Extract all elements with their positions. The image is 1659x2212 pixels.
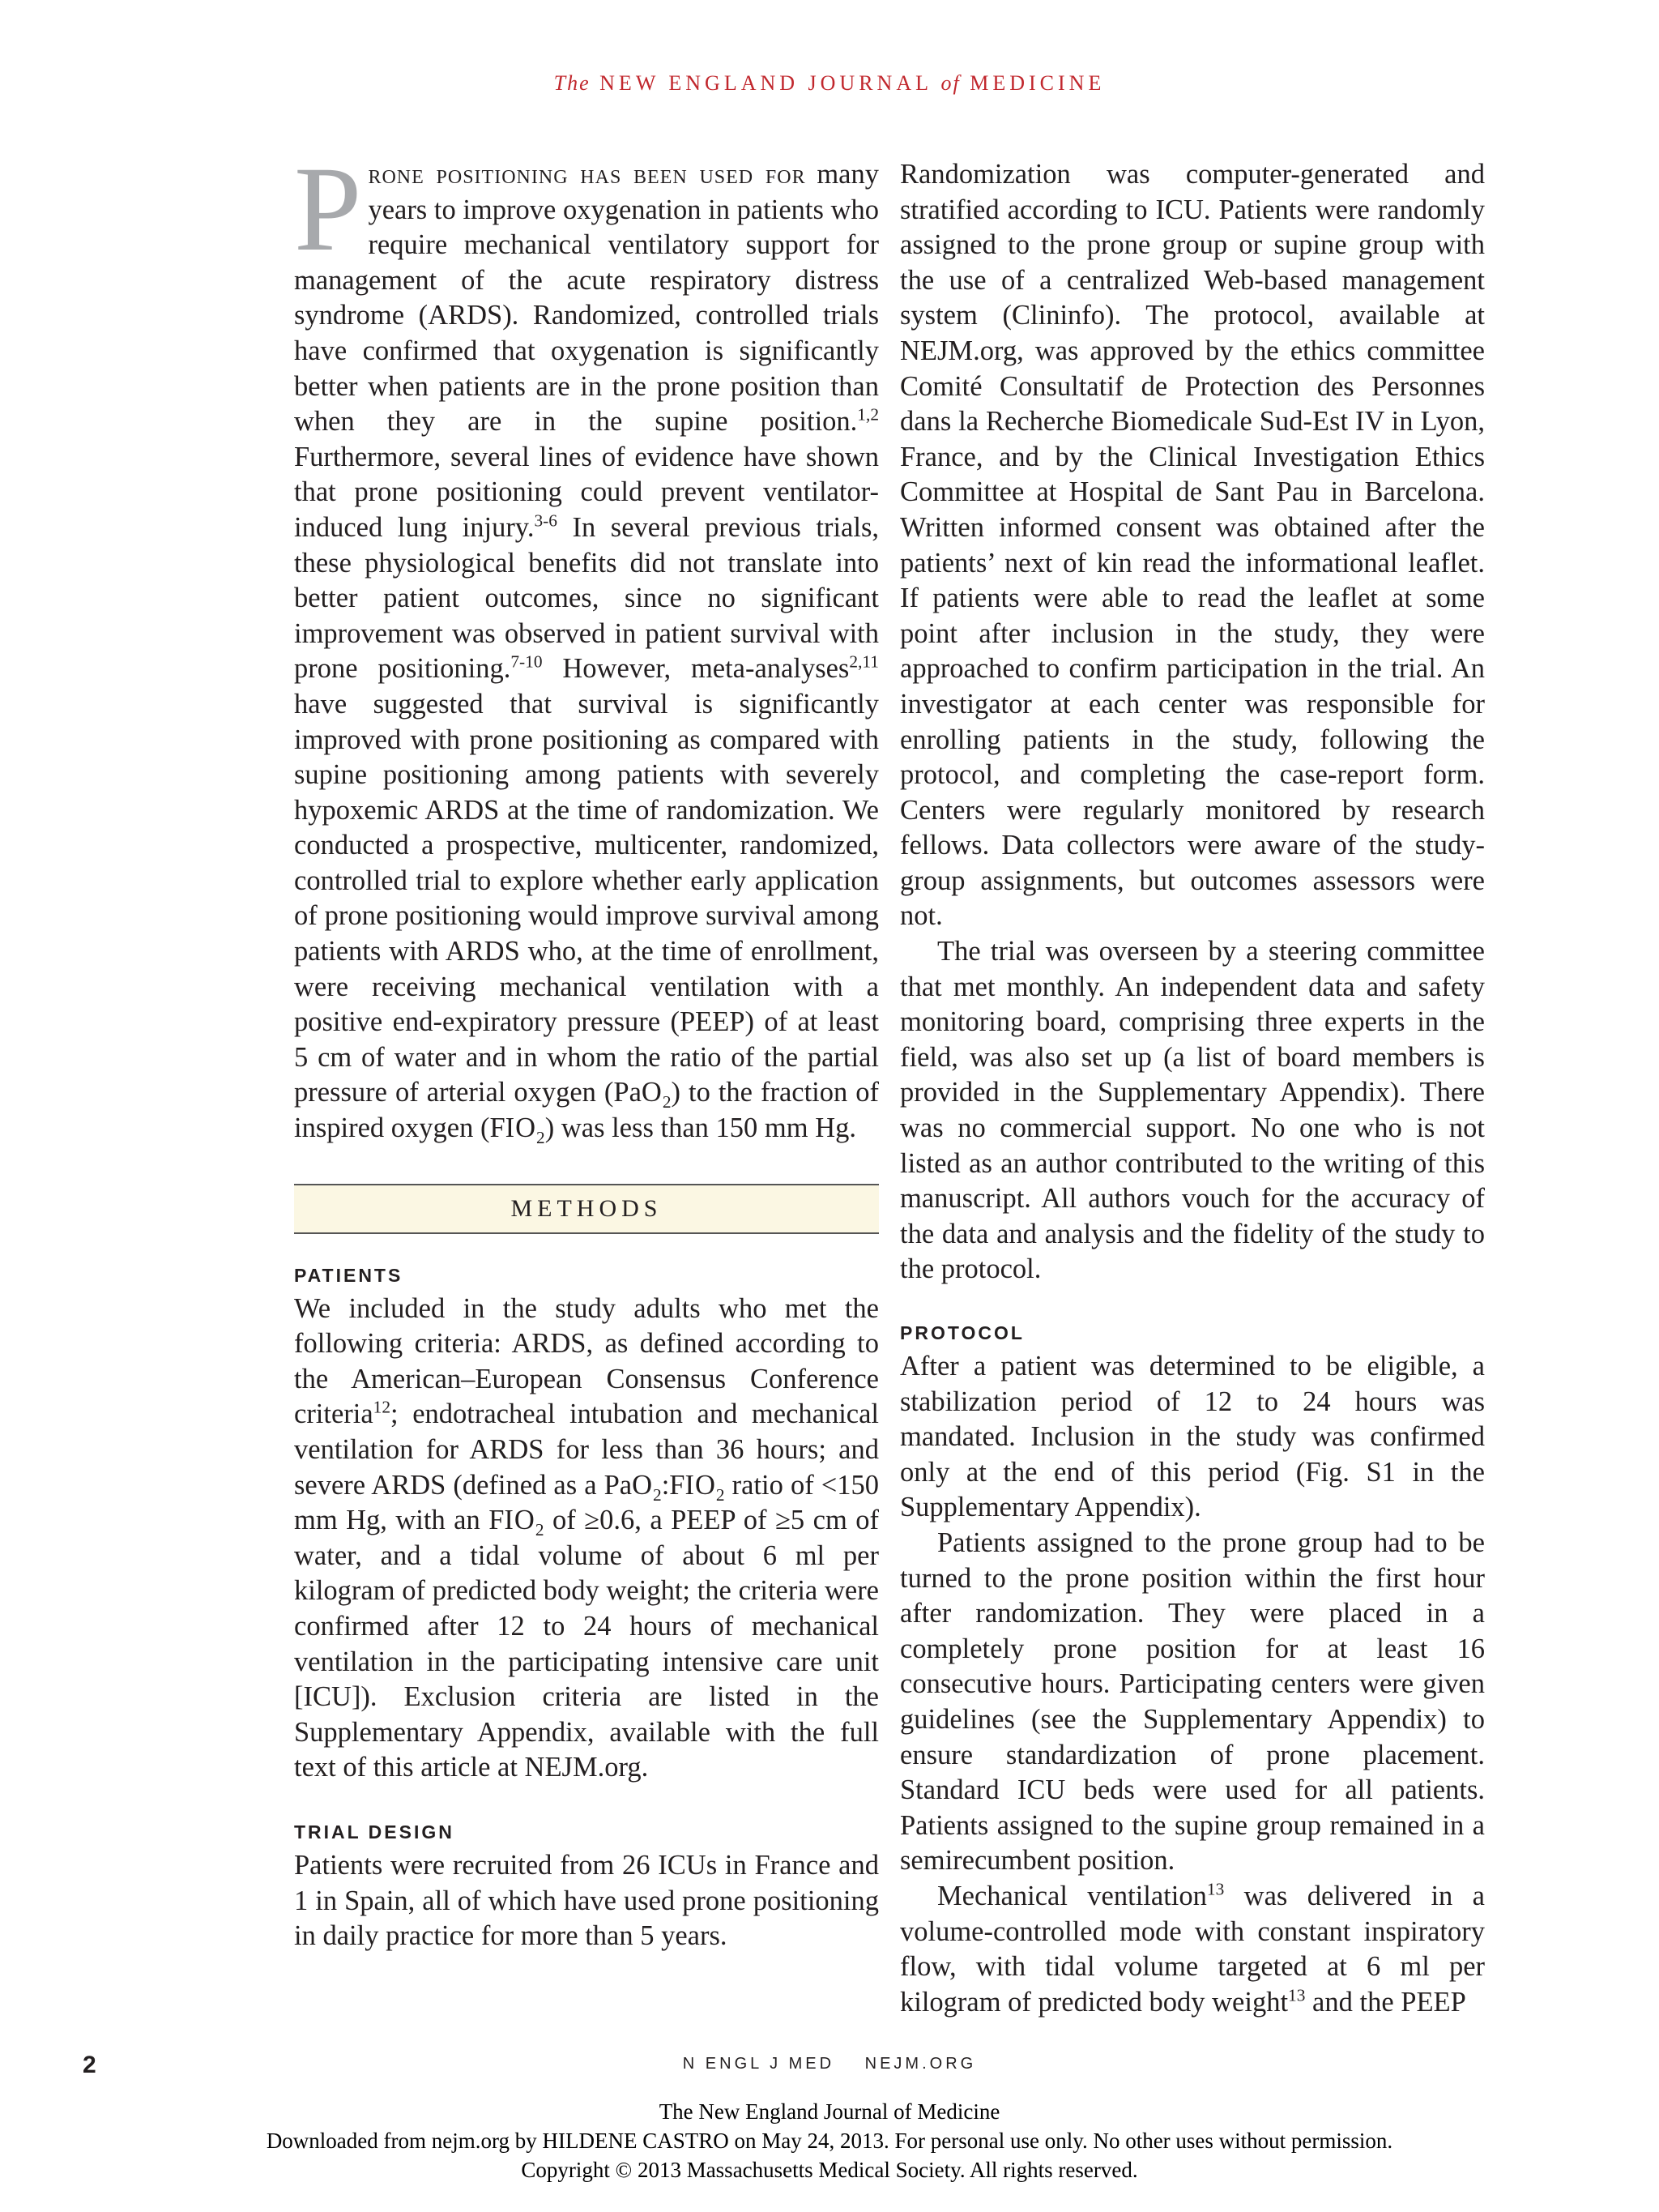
patients-text: ratio of <150 mm Hg, with an F — [294, 1469, 879, 1536]
journal-header — [0, 71, 1659, 96]
citation: 12 — [373, 1397, 391, 1417]
copyright-line: Copyright © 2013 Massachusetts Medical Society. All rights reserved. — [521, 2158, 1138, 2182]
footer-journal — [0, 2055, 1659, 2073]
patients-text: IO — [504, 1505, 535, 1536]
protocol-text: and the PEEP — [1305, 1986, 1466, 2018]
patients-heading: PATIENTS — [294, 1264, 403, 1286]
citation: 1,2 — [857, 404, 879, 425]
intro-text: In several previous trials, these physiological benefits did not translate into better patient outcomes, since no significant improvement was observed in patient survival with prone positioning. — [294, 511, 879, 685]
citation: 7-10 — [510, 651, 543, 672]
intro-text: Furthermore, several lines of evidence have shown that prone positioning could prevent ventilator-induced lung injury. — [294, 441, 879, 543]
patients-text: IO — [684, 1469, 716, 1501]
trial-design-heading: TRIAL DESIGN — [294, 1821, 454, 1843]
download-notice — [0, 2097, 1659, 2184]
methods-heading: METHODS — [294, 1184, 879, 1234]
intro-lead: rone positioning has been used for — [368, 159, 806, 190]
citation: 13 — [1288, 1985, 1306, 2005]
patients-text: ; endotracheal intubation and mechanical ventilation for ARDS for less than 36 hours; and severe ARDS (defined as a Pa — [294, 1399, 879, 1501]
intro-text: many years to improve oxygenation in patients who require mechanical ventilatory support for management of the acute respiratory distress syndrome (ARDS). Randomized, controlled trials have confirmed that oxygenation is significantly better when patients are in the prone position than when they are in the supine position. — [294, 159, 879, 438]
protocol-paragraph-2: Patients assigned to the prone group had to be turned to the prone position within the first hour after randomization. They were placed in a completely prone position for at least 16 consecutive hours. Participating centers were given guidelines (see the Supplementary Appendix) to ensure standardization of prone placement. Standard ICU beds were used for all patients. Patients assigned to the supine group remained in a semirecumbent position. — [900, 1527, 1485, 1877]
citation: 2,11 — [849, 651, 879, 672]
journal-header-medicine: MEDICINE — [970, 71, 1106, 95]
patients-text: O — [632, 1469, 654, 1501]
protocol-paragraph-1: After a patient was determined to be eligible, a stabilization period of 12 to 24 hours was mandated. Inclusion in the study was confirmed only at the end of this period (Fig. S1 in the Supplementary Appendix). — [900, 1351, 1485, 1523]
download-journal-name: The New England Journal of Medicine — [659, 2099, 1000, 2124]
patients-text: of ≥0.6, a PEEP of ≥5 cm of water, and a tidal volume of about 6 ml per kilogram of predicted body weight; the criteria were confirmed after 12 to 24 hours of mechanical ventilation in the participating intensive care unit [ICU]). Exclusion criteria are listed in the Supplementary Appendix, available with the full text of this article at NEJM.org. — [294, 1505, 879, 1783]
journal-site: NEJM.ORG — [864, 2055, 977, 2073]
subscript: 2 — [662, 1092, 672, 1112]
intro-text: However, meta-analyses — [542, 653, 850, 685]
protocol-paragraph-3 — [900, 1879, 1485, 2020]
subscript: 2 — [653, 1484, 662, 1505]
patients-text: We included in the study adults who met the following criteria: ARDS, as defined according to the American–European Consensus Conference criteria — [294, 1292, 879, 1430]
intro-text: O — [641, 1077, 663, 1108]
protocol-text: Mechanical ventilation — [937, 1880, 1207, 1911]
citation: 13 — [1206, 1879, 1225, 1899]
oversight-paragraph: The trial was overseen by a steering committee that met monthly. An independent data and safety monitoring board, comprising three experts in the field, was also set up (a list of board members is provided in the Supplementary Appendix). There was no commercial support. No one who is not listed as an author contributed to the writing of this manuscript. All authors vouch for the accuracy of the data and analysis and the fidelity of the study to the protocol. — [900, 936, 1485, 1285]
journal-header-the: The — [553, 71, 591, 95]
randomization-paragraph: Randomization was computer-generated and stratified according to ICU. Patients were randomly assigned to the prone group or supine group with the use of a centralized Web-based management system (Clininfo). The protocol, available at NEJM.org, was approved by the ethics committee Comité Consultatif de Protection des Personnes dans la Recherche Biomedicale Sud-Est IV in Lyon, France, and by the Clinical Investigation Ethics Committee at Hospital de Sant Pau in Barcelona. Written informed consent was obtained after the patients’ next of kin read the informational leaflet. If patients were able to read the leaflet at some point after inclusion in the study, they were approached to confirm participation in the trial. An investigator at each center was responsible for enrolling patients in the study, following the protocol, and completing the case-report form. Centers were regularly monitored by research fellows. Data collectors were aware of the study-group assignments, but outcomes assessors were not. — [900, 159, 1485, 932]
subscript: 2 — [536, 1127, 545, 1147]
journal-header-of: of — [940, 71, 961, 95]
intro-paragraph — [294, 142, 880, 1147]
intro-text: ) was less than 150 mm Hg. — [544, 1112, 856, 1144]
intro-text: ) to the fraction of inspired oxygen (F — [294, 1077, 880, 1144]
drop-cap: P — [294, 142, 362, 276]
journal-header-name: NEW ENGLAND JOURNAL — [599, 71, 932, 95]
subscript: 2 — [535, 1520, 544, 1540]
right-column — [900, 157, 1485, 2020]
download-line: Downloaded from nejm.org by HILDENE CASTRO on May 24, 2013. For personal use only. No other uses without permission. — [266, 2129, 1393, 2153]
intro-text: IO — [505, 1112, 537, 1144]
intro-text: have suggested that survival is significantly improved with prone positioning as compared with supine positioning among patients with severely hypoxemic ARDS at the time of randomization. We conducted a prospective, multicenter, randomized, controlled trial to explore whether early application of prone positioning would improve survival among patients with ARDS who, at the time of enrollment, were receiving mechanical ventilation with a positive end-expiratory pressure (PEEP) of at least 5 cm of water and in whom the ratio of the partial pressure of arterial oxygen (Pa — [294, 688, 879, 1108]
journal-abbrev: N ENGL J MED — [682, 2055, 835, 2073]
page-number: 2 — [83, 2052, 96, 2078]
citation: 3-6 — [534, 510, 557, 531]
patients-paragraph — [294, 1292, 879, 1786]
subscript: 2 — [715, 1484, 725, 1505]
protocol-heading: PROTOCOL — [900, 1322, 1025, 1343]
left-column — [294, 142, 880, 1954]
protocol-text: was delivered in a volume-controlled mode with constant inspiratory flow, with tidal volume targeted at 6 ml per kilogram of predicted body weight — [900, 1880, 1485, 2018]
trial-design-paragraph: Patients were recruited from 26 ICUs in France and 1 in Spain, all of which have used prone positioning in daily practice for more than 5 years. — [294, 1849, 879, 1952]
patients-text: :F — [661, 1469, 685, 1501]
